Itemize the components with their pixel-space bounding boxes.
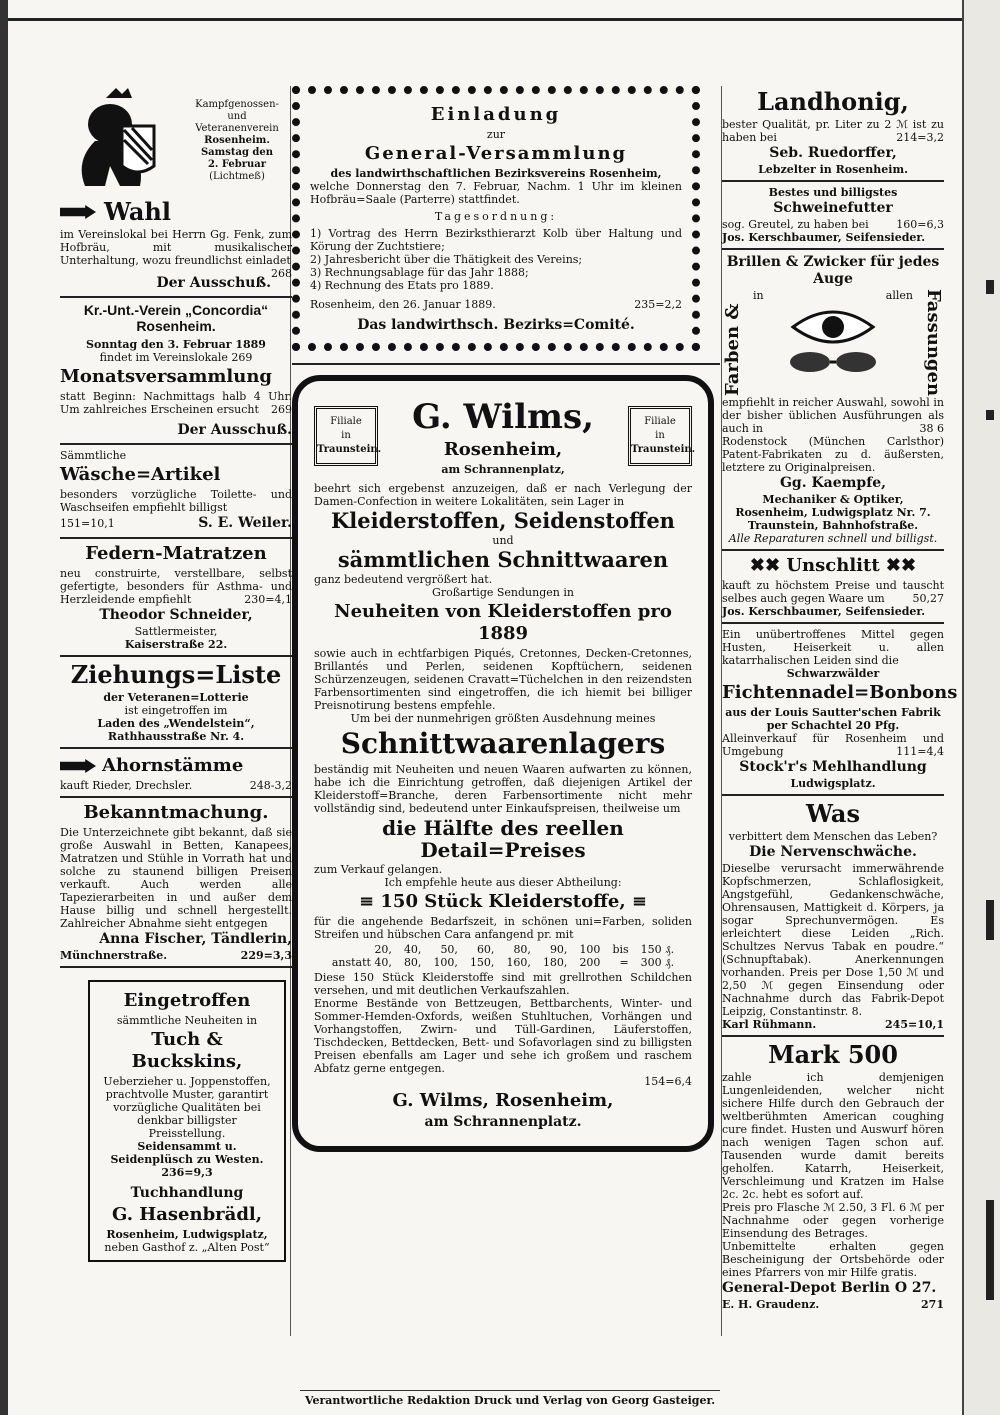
brillen-body: empfiehlt in reicher Auswahl, sowohl in der bisher üblichen Ausführungen als auch in 38 6 (722, 396, 944, 436)
ziehung-ad (60, 661, 292, 743)
price-row: anstatt 40, 80, 100, 150, 160, 180, 200 = 300 ₰. (331, 956, 675, 969)
federn-title: Federn-Matratzen (85, 543, 267, 564)
waesche-ad (60, 449, 292, 533)
veterans-line: Kampfgenossen- (195, 99, 279, 110)
honig-body: bester Qualität, pr. Liter zu 2 ℳ ist zu haben bei 214=3,2 (722, 118, 944, 144)
einladung-num: 235=2,2 (634, 298, 682, 311)
veterans-ad (60, 86, 292, 292)
bonbons-sub: Schwarzwälder (786, 667, 880, 681)
edge-mark (986, 1200, 994, 1300)
unschlitt-title: ✖✖ Unschlitt ✖✖ (749, 555, 917, 577)
middle-column (292, 86, 720, 1152)
wilms-text: Diese 150 Stück Kleiderstoffe sind mit grellrothen Schildchen versehen, und mit deutlichen Verkaufszahlen. (314, 971, 692, 997)
was-sub: verbittert dem Menschen das Leben? (728, 830, 938, 844)
waesche-pre: Sämmtliche (60, 449, 127, 462)
was-title: Was (806, 799, 860, 829)
brillen-body2: Rodenstock (München Carlsthor) Patent-Fabrikaten zu d. äußersten, letztere zu Originalpreisen. (722, 435, 944, 475)
lion-crest-icon (60, 86, 170, 196)
waesche-body: besonders vorzügliche Toilette- und Waschseifen empfiehlt billigst (60, 488, 292, 514)
wilms-heading: Schnittwaarenlagers (340, 727, 666, 760)
brillen-side-text: Fassungen (923, 289, 944, 397)
wilms-heading: die Hälfte des reellen Detail=Preises (382, 816, 624, 862)
pointing-hand-icon (60, 759, 96, 773)
wilms-text: Um bei der nunmehrigen größten Ausdehnung meines (350, 712, 656, 725)
mark-body2: Preis pro Flasche ℳ 2.50, 3 Fl. 6 ℳ per Nachnahme oder gegen vorherige Einsendung des Betrages. (722, 1201, 944, 1241)
concordia-signature: Der Ausschuß. (177, 422, 292, 438)
divider (722, 1035, 944, 1037)
agenda-item: 3) Rechnungsablage für das Jahr 1888; (310, 266, 529, 279)
brillen-address: Rosenheim, Ludwigsplatz Nr. 7. (735, 506, 931, 520)
einladung-title: Einladung (430, 104, 562, 125)
einladung-body: welche Donnerstag den 7. Februar, Nachm. 1 Uhr im kleinen Hofbräu=Saale (Parterre) stattfindet. (310, 180, 682, 206)
mark-name: E. H. Graudenz. (722, 1298, 820, 1312)
futter-pre: Bestes und billigstes (768, 186, 898, 199)
bekannt-body: Die Unterzeichnete gibt bekannt, daß sie große Auswahl in Betten, Kanapees, Matratzen und Stühle in Vorrath hat und solche zu staunend billigen Preisen verkauft. Auch werden alle Tapezierarbeiten in und außer dem Hause billig und schnell hergestellt. Zahlreicher Abnahme sieht entgegen (60, 826, 292, 930)
mark-body3: Unbemittelte erhalten gegen Bescheinigung der Ortsbehörde oder eines Pfarrers von mir Hilfe gratis. (722, 1240, 944, 1280)
brillen-side-text: Farben & (722, 303, 743, 397)
wilms-text: Ich empfehle heute aus dieser Abtheilung: (384, 876, 622, 889)
brillen-ad (722, 254, 944, 545)
veterans-line: 2. Februar (207, 159, 267, 170)
ziehung-line: Laden des „Wendelstein“, (97, 717, 255, 730)
federn-name: Theodor Schneider, (99, 607, 253, 623)
wilms-text: für die angehende Bedarfszeit, in schönen uni=Farben, soliden Streifen und hübschen Cara anfangend pr. mit (314, 915, 692, 941)
concordia-heading: Monatsversammlung (60, 366, 273, 387)
tuch-ad (88, 980, 286, 1262)
top-rule (8, 18, 964, 21)
bonbons-title: Fichtennadel=Bonbons (722, 682, 958, 704)
federn-role: Sattlermeister, (134, 625, 218, 638)
bonbons-address: Ludwigsplatz. (790, 777, 876, 791)
einladung-agenda-label: Tagesordnung: (434, 210, 558, 223)
was-body: Dieselbe verursacht immerwährende Kopfschmerzen, Schlaflosigkeit, Angstgefühl, Gedankenschwäche, Ohrensausen, Mattigkeit d. Körpers, ja sogar Sprechunvermögen. Es erleichtert diese Leiden „Rich. Schultzes Nervus Tabak en poudre.“ (Schnupftabak). Anerkennungen vorhanden. Preis per Dose 1,50 ℳ und 2,50 ℳ gegen Einsendung oder Nachnahme durch das Fabrik-Depot Leipzig, Constantinstr. 8. (722, 862, 944, 1019)
was-num: 245=10,1 (885, 1018, 944, 1032)
left-column (60, 86, 292, 1262)
ziehung-line: der Veteranen=Lotterie (103, 691, 249, 704)
concordia-ad (60, 302, 292, 439)
divider (60, 655, 292, 657)
wilms-city: Rosenheim, (443, 439, 563, 460)
bekannt-num: 229=3,3 (240, 949, 292, 962)
veterans-signature: Der Ausschuß. (156, 275, 271, 291)
was-heading: Die Nervenschwäche. (749, 844, 917, 861)
filiale-box: Filiale in Traunstein. (314, 406, 378, 466)
veterans-line: (Lichtmeß) (209, 171, 265, 182)
wilms-name: G. Wilms, (412, 397, 594, 437)
bekannt-address: Münchnerstraße. (60, 949, 168, 962)
brillen-address2: Traunstein, Bahnhofstraße. (747, 519, 919, 533)
bekanntmachung-ad (60, 802, 292, 962)
mark-title: Mark 500 (768, 1040, 898, 1070)
tuch-heading: Tuch & Buckskins, (131, 1029, 243, 1072)
wilms-place: am Schrannenplatz, (441, 463, 565, 476)
tuch-address2: neben Gasthof z. „Alten Post“ (104, 1241, 270, 1254)
einladung-zur: zur (486, 128, 506, 141)
bekannt-title: Bekanntmachung. (83, 802, 269, 823)
einladung-sub: des landwirthschaftlichen Bezirksvereins Rosenheim, (330, 167, 662, 180)
wilms-heading: Neuheiten von Kleiderstoffen pro 1889 (334, 601, 672, 644)
ahorn-title: Ahornstämme (102, 755, 244, 776)
agenda-item: 1) Vortrag des Herrn Bezirksthierarzt Kolb über Haltung und Körung der Zuchtstiere; (310, 227, 682, 253)
bonbons-body3: Alleinverkauf für Rosenheim und Umgebung 111=4,4 (722, 732, 944, 759)
brillen-title: Brillen & Zwicker für jedes Auge (726, 254, 940, 287)
divider (292, 363, 720, 365)
wilms-intro: beehrt sich ergebenst anzuzeigen, daß er nach Verlegung der Damen-Confection in weitere Lokalitäten, sein Lager in (314, 482, 692, 508)
divider (60, 296, 292, 298)
divider (60, 443, 292, 445)
waesche-title: Wäsche=Artikel (60, 464, 221, 485)
veterans-line: Veteranenverein (195, 123, 279, 134)
price-row: 20, 40, 50, 60, 80, 90, 100 bis 150 ₰. (374, 943, 675, 956)
federn-address: Kaiserstraße 22. (124, 638, 228, 651)
was-name: Karl Rühmann. (722, 1018, 817, 1032)
tuch-name: G. Hasenbrädl, (111, 1204, 263, 1225)
concordia-title: Kr.-Unt.-Verein „Concordia“ (83, 302, 269, 318)
einladung-signature: Das landwirthsch. Bezirks=Comité. (357, 317, 635, 333)
wilms-signature2: am Schrannenplatz. (424, 1114, 582, 1130)
divider (60, 747, 292, 749)
divider (60, 537, 292, 539)
wilms-heading: Kleiderstoffen, Seidenstoffen (331, 508, 675, 533)
wilms-signature: G. Wilms, Rosenheim, (392, 1090, 614, 1111)
ahorn-ad (60, 753, 292, 792)
federn-body: neu construirte, verstellbare, selbst gefertigte, besonders für Asthma- und Herzleidende empfiehlt 230=4,1 (60, 567, 292, 606)
was-ad (722, 800, 944, 1031)
unschlitt-ad (722, 555, 944, 618)
wilms-text: beständig mit Neuheiten und neuen Waaren aufwarten zu können, habe ich die Einrichtung getroffen, daß diejenigen Artikel der Kleiderstoff=Branche, deren Farbensortimente nicht mehr vollständig sind, bedeutend unter Einkaufspreisen, theilweise um (314, 763, 692, 815)
veterans-title: Wahl (104, 197, 171, 226)
ahorn-body: kauft Rieder, Drechsler. (60, 779, 193, 792)
agenda-item: 2) Jahresbericht über die Thätigkeit des Vereins; (310, 253, 583, 266)
brillen-role: Mechaniker & Optiker, (762, 493, 904, 507)
right-page-edge (962, 0, 1000, 1415)
tuch-sub: sämmtliche Neuheiten in (116, 1014, 258, 1027)
mark-depot: General-Depot Berlin O 27. (722, 1280, 937, 1297)
veterans-line: Rosenheim. (204, 135, 270, 146)
concordia-body: statt Beginn: Nachmittags halb 4 Uhr. Um zahlreiches Erscheinen ersucht 269 (60, 390, 292, 416)
brillen-in: in (753, 289, 764, 302)
honig-ad (722, 88, 944, 176)
futter-name: Jos. Kerschbaumer, Seifensieder. (722, 231, 926, 244)
wilms-text: Enorme Bestände von Bettzeugen, Bettbarchents, Winter- und Sommer-Hemden-Oxfords, weißen Stuhltuchen, Vorhängen und Vorhangstoffen, Zwirn- und Tüll-Gardinen, Läuferstoffen, Tischdecken, Bettdecken, Bett- und Sofavorlagen sind zu billigsten Preisen ebenfalls am Lager und sehe ich großem und raschem Abfatz gerne entgegen. (314, 997, 692, 1075)
waesche-signature: S. E. Weiler. (198, 515, 292, 531)
price-table (326, 943, 680, 969)
mark-ad (722, 1041, 944, 1311)
ziehung-title: Ziehungs=Liste (70, 660, 282, 689)
edge-mark (986, 410, 994, 420)
wilms-heading: ≡ 150 Stück Kleiderstoffe, ≡ (359, 891, 647, 912)
bonbons-body: Ein unübertroffenes Mittel gegen Husten, Heiserkeit u. allen katarrhalischen Leiden sind die (722, 628, 944, 668)
tuch-body2: Seidensammt u. Seidenplüsch zu Westen. 236=9,3 (110, 1140, 264, 1179)
tuch-body: Ueberzieher u. Joppenstoffen, prachtvolle Muster, garantirt vorzügliche Qualitäten bei denkbar billigster Preisstellung. (103, 1075, 271, 1140)
divider (722, 248, 944, 250)
brillen-note: Alle Reparaturen schnell und billigst. (728, 532, 938, 546)
mark-body: zahle ich demjenigen Lungenleidenden, welcher nicht sichere Hilfe durch den Gebrauch der weltberühmten American coughing cure findet. Husten und Auswurf hören nach wenigen Tagen schon auf. Tausenden wurde damit bereits geholfen. Katarrh, Heiserkeit, Verschleimung und Kratzen im Halse 2c. 2c. hebt es sofort auf. (722, 1071, 944, 1202)
ziehung-line: ist eingetroffen im (124, 704, 228, 717)
divider (722, 549, 944, 551)
divider (722, 180, 944, 182)
pointing-hand-icon (60, 205, 96, 219)
wilms-num: 154=6,4 (644, 1075, 692, 1088)
tuch-shop: Tuchhandlung (130, 1185, 244, 1201)
veterans-line: Samstag den (200, 147, 274, 158)
divider (722, 622, 944, 624)
ziehung-line: Rathhausstraße Nr. 4. (107, 730, 245, 743)
einladung-ad (292, 86, 700, 351)
bonbons-body2: aus der Louis Sautter'schen Fabrik per Schachtel 20 Pfg. (725, 706, 941, 733)
wilms-text: ganz bedeutend vergrößert hat. (314, 573, 493, 586)
divider (60, 966, 292, 968)
bonbons-ad (722, 628, 958, 791)
wilms-heading: sämmtlichen Schnittwaaren (337, 547, 669, 572)
futter-body: sog. Greutel, zu haben bei 160=6,3 (722, 218, 944, 231)
wilms-und: und (492, 534, 514, 547)
left-binding-edge (0, 0, 8, 1415)
honig-role: Lebzelter in Rosenheim. (758, 163, 908, 176)
wilms-text: sowie auch in echtfarbigen Piqués, Cretonnes, Decken-Cretonnes, Brillantés und Perlen, seidenen Kopftüchern, seidenen Schürzenzeugen, seidenen Cravatt=Tüchelchen in den reizendsten Farbensortimenten sind eingetroffen, die ich hiemit bei billiger Preisnotirung bestens empfehle. (314, 647, 692, 712)
unschlitt-body: kauft zu höchstem Preise und tauscht selbes auch gegen Waare um 50,27 (722, 579, 944, 606)
wilms-ad (292, 375, 714, 1152)
agenda-item: 4) Rechnung des Etats pro 1889. (310, 279, 494, 292)
federn-ad (60, 543, 292, 651)
einladung-date: Rosenheim, den 26. Januar 1889. (310, 298, 496, 311)
edge-mark (986, 280, 994, 294)
ahorn-num: 248-3,2 (249, 779, 292, 792)
einladung-heading: General-Versammlung (364, 143, 628, 164)
waesche-num: 151=10,1 (60, 517, 115, 530)
concordia-line: findet im Vereinslokale 269 (99, 351, 253, 364)
wilms-text: zum Verkauf gelangen. (314, 863, 443, 876)
unschlitt-name: Jos. Kerschbaumer, Seifensieder. (722, 605, 926, 619)
futter-title: Schweinefutter (773, 200, 893, 216)
divider (722, 794, 944, 796)
concordia-date: Sonntag den 3. Februar 1889 (86, 338, 266, 351)
honig-name: Seb. Ruedorffer, (769, 145, 897, 161)
tuch-title: Eingetroffen (123, 990, 251, 1011)
divider (60, 796, 292, 798)
veterans-body: im Vereinslokal bei Herrn Gg. Fenk, zum Hofbräu, mit musikalischer Unterhaltung, wozu freundlichst einladet 268 (60, 228, 292, 280)
bekannt-name: Anna Fischer, Tändlerin, (99, 931, 292, 947)
futter-ad (722, 186, 944, 244)
honig-title: Landhonig, (757, 87, 909, 116)
mark-num: 271 (921, 1298, 944, 1312)
edge-mark (986, 900, 994, 940)
brillen-allen: allen (885, 289, 913, 302)
wilms-text: Großartige Sendungen in (432, 586, 574, 599)
bonbons-shop: Stock'r's Mehlhandlung (739, 759, 927, 776)
right-column (722, 86, 958, 1312)
eye-glasses-icon (778, 302, 888, 382)
tuch-address: Rosenheim, Ludwigsplatz, (106, 1228, 268, 1241)
veterans-line: und (227, 111, 247, 122)
filiale-box: Filiale in Traunstein. (628, 406, 692, 466)
brillen-name: Gg. Kaempfe, (779, 475, 887, 492)
concordia-sub: Rosenheim. (136, 318, 216, 334)
imprint-footer: Verantwortliche Redaktion Druck und Verlag von Georg Gasteiger. (300, 1390, 720, 1407)
